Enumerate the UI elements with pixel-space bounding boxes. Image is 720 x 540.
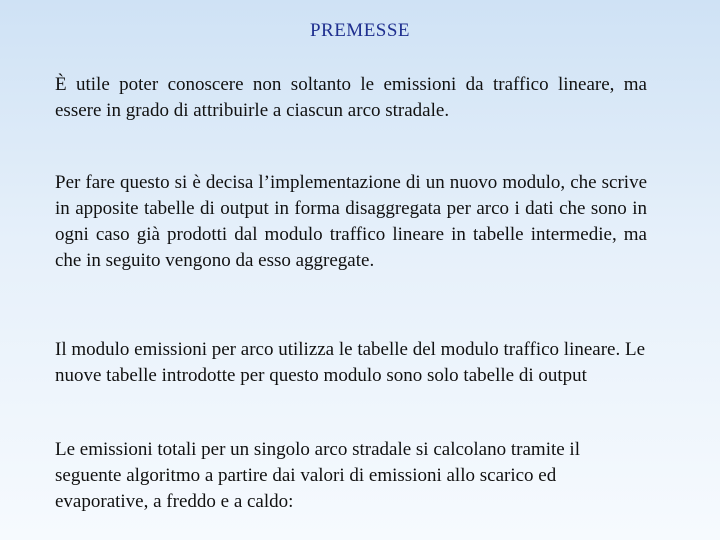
paragraph-algorithm: Le emissioni totali per un singolo arco stradale si calcolano tramite il seguente algoritmo a partire dai valori di emissioni allo scarico ed evaporative, a freddo e a caldo: <box>55 439 580 512</box>
paragraph-new-module: Per fare questo si è decisa l’implementazione di un nuovo modulo, che scrive in apposite tabelle di output in forma disaggregata per arco i dati che sono in ogni caso già prodotti dal modulo traffico lineare in tabelle intermedie, ma che in seguito vengono da esso aggregate. <box>55 172 647 271</box>
paragraph-module-tables: Il modulo emissioni per arco utilizza le tabelle del modulo traffico lineare. Le nuove tabelle introdotte per questo modulo sono solo tabelle di output <box>55 339 646 386</box>
slide-title: PREMESSE <box>309 20 411 41</box>
paragraph-intro: È utile poter conoscere non soltanto le emissioni da traffico lineare, ma essere in grado di attribuirle a ciascun arco stradale. <box>55 74 647 121</box>
